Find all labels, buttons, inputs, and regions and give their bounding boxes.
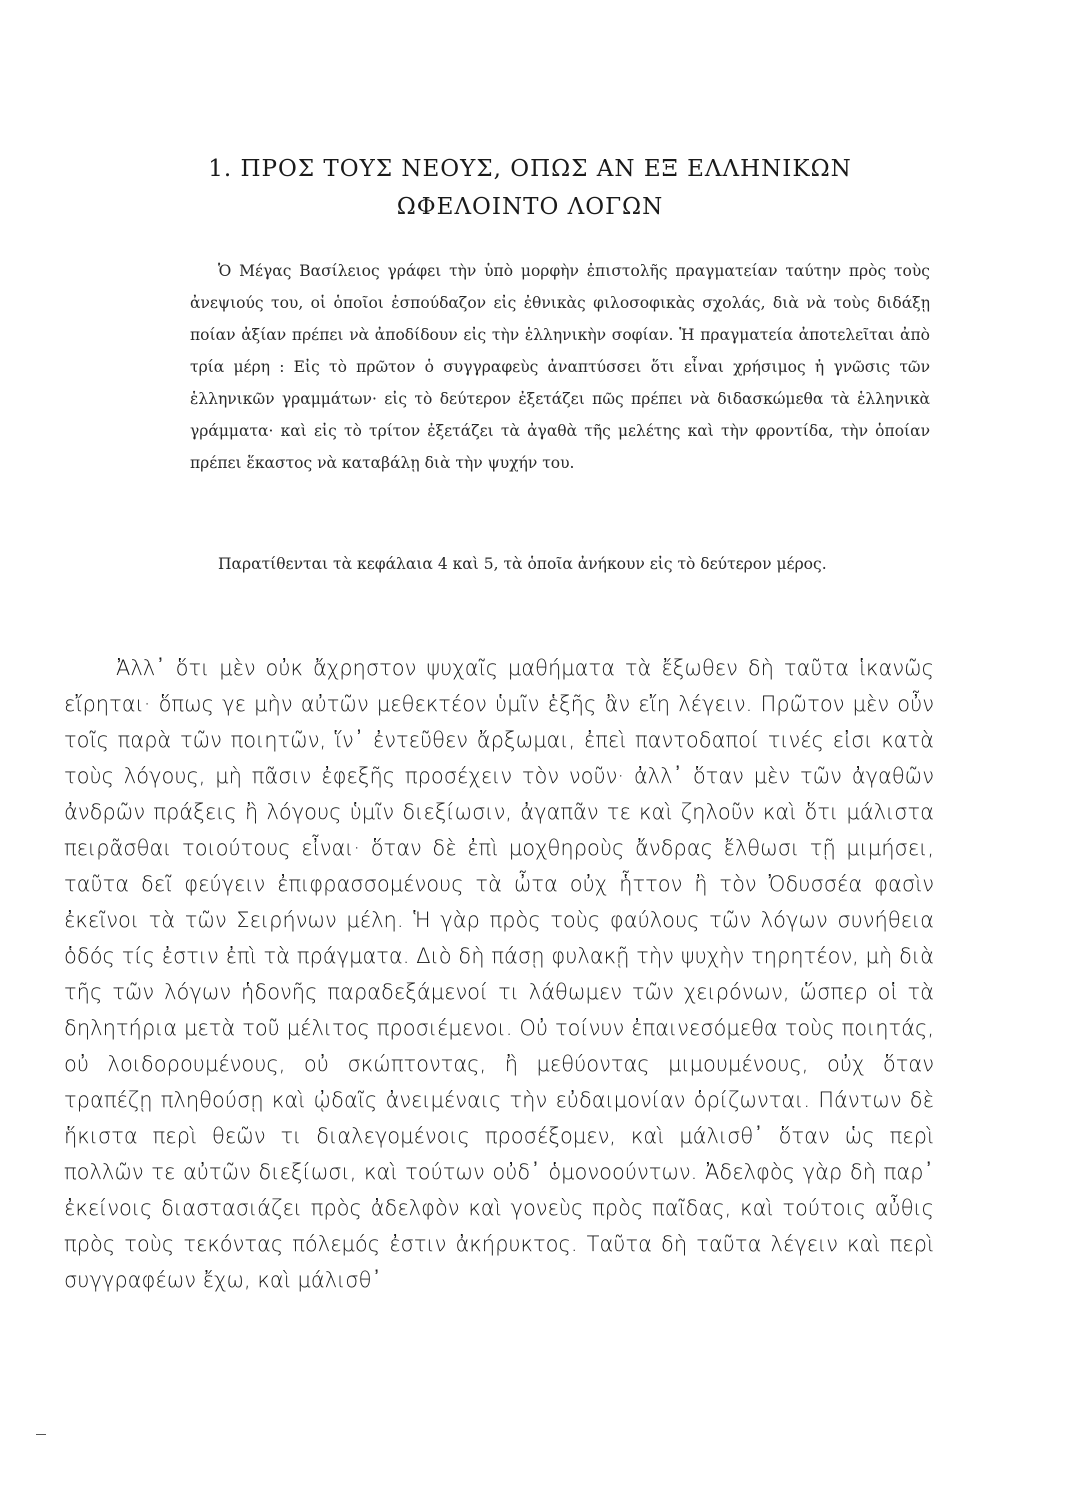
- chapter-title-line-1: 1. ΠΡΟΣ ΤΟΥΣ ΝΕΟΥΣ, ΟΠΩΣ ΑΝ ΕΞ ΕΛΛΗΝΙΚΩΝ: [208, 156, 852, 182]
- main-greek-text: Ἀλλ᾽ ὅτι μὲν οὐκ ἄχρηστον ψυχαῖς μαθήματα τὰ ἔξωθεν δὴ ταῦτα ἱκανῶς εἴρηται· ὅπως γε μὴν αὐτῶν μεθεκτέον ὑμῖν ἑξῆς ἂν εἴη λέγειν. Πρῶτον μὲν οὖν τοῖς παρὰ τῶν ποιητῶν, ἵν᾽ ἐντεῦθεν ἄρξωμαι, ἐπεὶ παντοδαποί τινές εἰσι κατὰ τοὺς λόγους, μὴ πᾶσιν ἐφεξῆς προσέχειν τὸν νοῦν· ἀλλ᾽ ὅταν μὲν τῶν ἀγαθῶν ἀνδρῶν πράξεις ἢ λόγους ὑμῖν διεξίωσιν, ἀγαπᾶν τε καὶ ζηλοῦν καὶ ὅτι μάλιστα πειρᾶσθαι τοιούτους εἶναι· ὅταν δὲ ἐπὶ μοχθηροὺς ἄνδρας ἔλθωσι τῇ μιμήσει, ταῦτα δεῖ φεύγειν ἐπιφρασσομένους τὰ ὦτα οὐχ ἧττον ἢ τὸν Ὀδυσσέα φασὶν ἐκεῖνοι τὰ τῶν Σειρήνων μέλη. Ἡ γὰρ πρὸς τοὺς φαύλους τῶν λόγων συνήθεια ὁδός τίς ἐστιν ἐπὶ τὰ πράγματα. Διὸ δὴ πάσῃ φυλακῇ τὴν ψυχὴν τηρητέον, μὴ διὰ τῆς τῶν λόγων ἡδονῆς παραδεξάμενοί τι λάθωμεν τῶν χειρόνων, ὥσπερ οἱ τὰ δηλητήρια μετὰ τοῦ μέλιτος προσιέμενοι. Οὐ τοίνυν ἐπαινεσόμεθα τοὺς ποιητάς, οὐ λοιδορουμένους, οὐ σκώπτοντας, ἢ μεθύοντας μιμουμένους, οὐχ ὅταν τραπέζῃ πληθούσῃ καὶ ᾠδαῖς ἀνειμέναις τὴν εὐδαιμονίαν ὁρίζωνται. Πάντων δὲ ἥκιστα περὶ θεῶν τι διαλεγομένοις προσέξομεν, καὶ μάλισθ᾽ ὅταν ὡς περὶ πολλῶν τε αὐτῶν διεξίωσι, καὶ τούτων οὐδ᾽ ὁμονοούντων. Ἀδελφὸς γὰρ δὴ παρ᾽ ἐκείνοις διαστασιάζει πρὸς ἀδελφὸν καὶ γονεὺς πρὸς παῖδας, καὶ τούτοις αὖθις πρὸς τοὺς τεκόντας πόλεμός ἐστιν ἀκήρυκτος. Ταῦτα δὴ ταῦτα λέγειν καὶ περὶ συγγραφέων ἔχω, καὶ μάλισθ᾽: [64, 656, 934, 1292]
- chapter-title-line-2: ΩΦΕΛΟΙΝΤΟ ΛΟΓΩΝ: [396, 194, 664, 220]
- chapter-title: [120, 150, 940, 226]
- intro-paragraph: Ὁ Μέγας Βασίλειος γράφει τὴν ὑπὸ μορφὴν ἐπιστολῆς πραγματείαν ταύτην πρὸς τοὺς ἀνεψιούς του, οἱ ὁποῖοι ἐσπούδαζον εἰς ἐθνικὰς φιλοσοφικὰς σχολάς, διὰ νὰ τοὺς διδάξῃ ποίαν ἀξίαν πρέπει νὰ ἀποδίδουν εἰς τὴν ἑλληνικὴν σοφίαν. Ἡ πραγματεία ἀποτελεῖται ἀπὸ τρία μέρη : Εἰς τὸ πρῶτον ὁ συγγραφεὺς ἀναπτύσσει ὅτι εἶναι χρήσιμος ἡ γνῶσις τῶν ἑλληνικῶν γραμμάτων· εἰς τὸ δεύτερον ἐξετάζει πῶς πρέπει νὰ διδασκώμεθα τὰ ἑλληνικὰ γράμματα· καὶ εἰς τὸ τρίτον ἐξετάζει τὰ ἀγαθὰ τῆς μελέτης καὶ τὴν φροντίδα, τὴν ὁποίαν πρέπει ἕκαστος νὰ καταβάλῃ διὰ τὴν ψυχήν του.: [190, 262, 930, 472]
- intro-note: Παρατίθενται τὰ κεφάλαια 4 καὶ 5, τὰ ὁποῖα ἀνήκουν εἰς τὸ δεύτερον μέρος.: [218, 555, 827, 573]
- margin-mark: [36, 1434, 46, 1435]
